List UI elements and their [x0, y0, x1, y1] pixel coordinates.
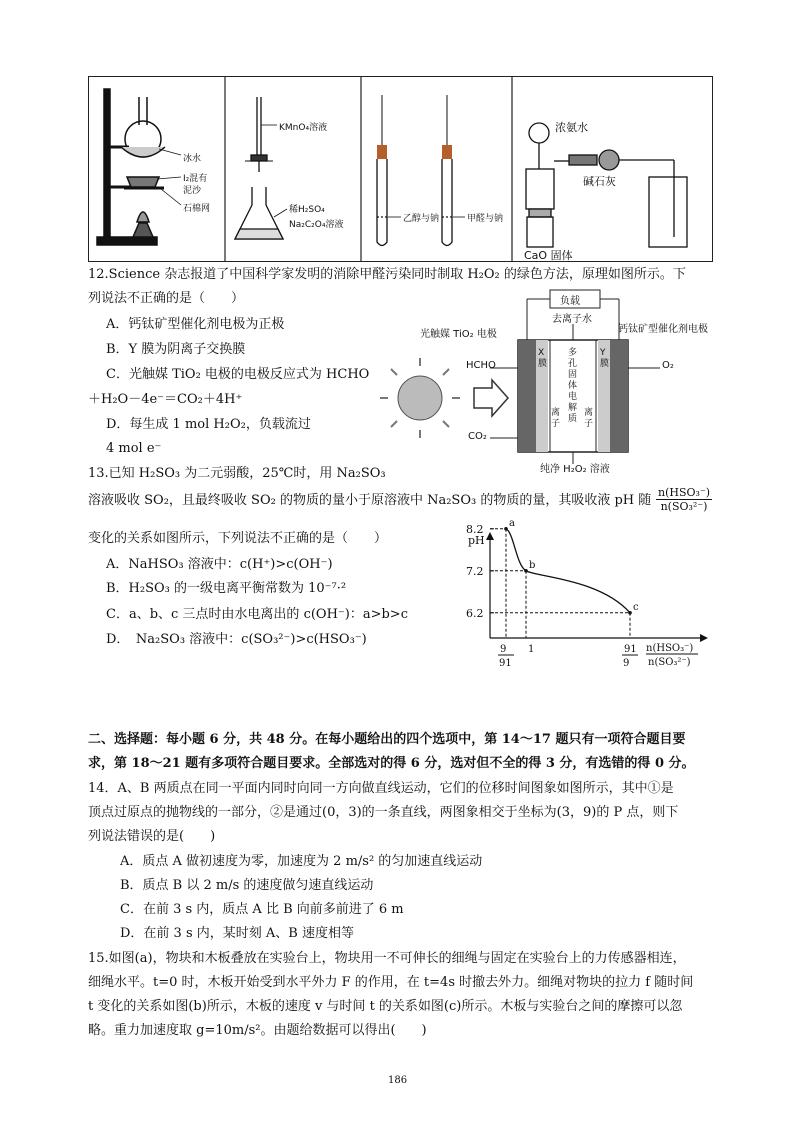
asbestos-label: 石棉网 — [183, 204, 211, 214]
y-membrane-label: Y膜 — [600, 348, 610, 369]
formaldehyde-label: 甲醛与钠 — [467, 214, 504, 224]
q12-option-c-1: C．光触媒 TiO₂ 电极的电极反应式为 HCHO — [106, 367, 370, 382]
electrolyte-label: 多孔固体电解质 — [568, 348, 578, 424]
page-number: 186 — [388, 1075, 408, 1086]
y-axis-arrow — [486, 532, 494, 540]
q12-option-a: A．钙钛矿型催化剂电极为正极 — [106, 317, 285, 332]
co2-label: CO₂ — [468, 431, 487, 442]
apparatus-strip — [88, 76, 713, 262]
q12-stem-2: 列说法不正确的是（ ） — [88, 291, 245, 306]
q12-option-d-2: 4 mol e⁻ — [106, 441, 162, 456]
load-label: 负载 — [560, 296, 580, 307]
q14-option-a: A．质点 A 做初速度为零，加速度为 2 m/s² 的匀加速直线运动 — [120, 854, 483, 869]
iodine-mix-label-1: I₂混有 — [183, 174, 208, 184]
q15-line-2: 细绳水平。t=0 时，木板开始受到水平外力 F 的作用，在 t=4s 时撤去外力。细绳对物块的拉力 f 随时间 — [88, 975, 694, 990]
ratio-numerator: n(HSO₃⁻) — [658, 486, 711, 499]
q13-stem-3: 变化的关系如图所示，下列说法不正确的是（ ） — [88, 531, 388, 546]
x-axis-arrow — [700, 634, 708, 642]
point-label-b: b — [529, 559, 536, 571]
product-label: 纯净 H₂O₂ 溶液 — [540, 464, 610, 475]
x-tick-num-2: 91 — [624, 644, 637, 655]
q12-option-c-2: ＋H₂O－4e⁻＝CO₂＋4H⁺ — [88, 392, 243, 407]
q13-option-c: C．a、b、c 三点时由水电离出的 c(OH⁻)：a>b>c — [106, 607, 408, 622]
section2-line-1: 二、选择题：每小题 6 分，共 48 分。在每小题给出的四个选项中，第 14～17 题只有一项符合题目要 — [88, 732, 686, 747]
right-electrode-label: 钙钛矿型催化剂电极 — [618, 324, 708, 335]
q14-option-c: C．在前 3 s 内，质点 A 比 B 向前多前进了 6 m — [120, 902, 404, 917]
point-label-c: c — [633, 601, 639, 613]
point-c — [628, 611, 632, 615]
y-axis-label: pH — [468, 534, 485, 547]
ph-chart — [462, 517, 712, 670]
ammonia-label: 浓氨水 — [555, 121, 588, 134]
point-label-a: a — [509, 517, 515, 529]
q13-stem-2: 溶液吸收 SO₂，且最终吸收 SO₂ 的物质的量小于原溶液中 Na₂SO₃ 的物质的量，其吸收液 pH 随 — [88, 493, 652, 508]
cao-label: CaO 固体 — [524, 249, 573, 262]
left-ion-label: 离子 — [551, 408, 561, 429]
ph-chart-svg — [462, 517, 712, 670]
q13-option-d: D． Na₂SO₃ 溶液中：c(SO₃²⁻)>c(HSO₃⁻) — [106, 632, 367, 647]
y-tick-label-1: 7.2 — [466, 564, 484, 578]
q13-stem-1: 13.已知 H₂SO₃ 为二元弱酸，25℃时，用 Na₂SO₃ — [88, 466, 386, 481]
q12-stem-1: 12.Science 杂志报道了中国科学家发明的消除甲醛污染同时制取 H₂O₂ 的绿色方法，原理如图所示。下 — [88, 267, 686, 282]
q14-line-1: 14．A、B 两质点在同一平面内同时向同一方向做直线运动，它们的位移时间图象如图所示，其中①是 — [88, 781, 674, 796]
apparatus-drawing — [89, 77, 712, 261]
ratio-denominator: n(SO₃²⁻) — [660, 500, 708, 513]
oxalate-label: Na₂C₂O₄溶液 — [289, 220, 344, 230]
y-tick-label-2: 6.2 — [466, 606, 484, 620]
x-tick-den-2: 9 — [623, 658, 630, 669]
o2-label: O₂ — [662, 360, 674, 371]
q15-line-3: t 变化的关系如图(b)所示，木板的速度 v 与时间 t 的关系如图(c)所示。木板与实验台之间的摩擦可以忽 — [88, 999, 683, 1014]
q13-option-b: B．H₂SO₃ 的一级电离平衡常数为 10⁻⁷·² — [106, 581, 347, 596]
electrolysis-diagram — [370, 288, 730, 473]
q14-line-2: 顶点过原点的抛物线的一部分，②是通过(0，3)的一条直线，两图象相交于坐标为(3，9)的 P 点，则下 — [88, 805, 679, 820]
ice-water-label: 冰水 — [183, 154, 202, 164]
x-tick-num-1: 1 — [528, 644, 535, 655]
ethanol-label: 乙醇与钠 — [403, 214, 440, 224]
point-b — [524, 569, 528, 573]
q15-line-1: 15.如图(a)，物块和木板叠放在实验台上，物块用一不可伸长的细绳与固定在实验台上的力传感器相连， — [88, 951, 686, 966]
acid-label: 稀H₂SO₄ — [289, 205, 325, 215]
section2-line-2: 求，第 18～21 题有多项符合题目要求。全部选对的得 6 分，选对但不全的得 3 分，有选错的得 0 分。 — [88, 756, 695, 771]
deion-water-label: 去离子水 — [552, 314, 592, 325]
q13-ratio-fraction — [656, 486, 712, 513]
x-tick-den-0: 91 — [499, 658, 512, 669]
x-tick-num-0: 9 — [500, 644, 507, 655]
q14-option-d: D．在前 3 s 内，某时刻 A、B 速度相等 — [120, 926, 354, 941]
q14-line-3: 列说法错误的是( ) — [88, 829, 216, 844]
q14-option-b: B．质点 B 以 2 m/s 的速度做匀速直线运动 — [120, 878, 374, 893]
iodine-mix-label-2: 泥沙 — [183, 186, 202, 196]
x-label-den: n(SO₃²⁻) — [648, 657, 691, 668]
left-electrode-label: 光触媒 TiO₂ 电极 — [420, 329, 497, 340]
hcho-label: HCHO — [466, 360, 496, 371]
q12-option-d-1: D．每生成 1 mol H₂O₂，负载流过 — [106, 417, 311, 432]
sun-icon — [380, 358, 460, 438]
q13-option-a: A．NaHSO₃ 溶液中：c(H⁺)>c(OH⁻) — [106, 557, 333, 572]
lime-label: 碱石灰 — [583, 175, 616, 188]
q15-line-4: 略。重力加速度取 g=10m/s²。由题给数据可以得出( ) — [88, 1023, 427, 1038]
electrolysis-drawing — [370, 288, 730, 473]
q12-option-b: B．Y 膜为阴离子交换膜 — [106, 342, 246, 357]
sublimation-apparatus — [97, 89, 181, 245]
y-tick-label-0: 8.2 — [466, 522, 484, 536]
point-a — [504, 527, 508, 531]
kmno4-label: KMnO₄溶液 — [279, 123, 328, 133]
x-membrane-label: X膜 — [538, 348, 548, 369]
x-label-num: n(HSO₃⁻) — [646, 643, 694, 654]
titration-apparatus — [235, 97, 287, 239]
right-ion-label: 离子 — [584, 408, 594, 429]
